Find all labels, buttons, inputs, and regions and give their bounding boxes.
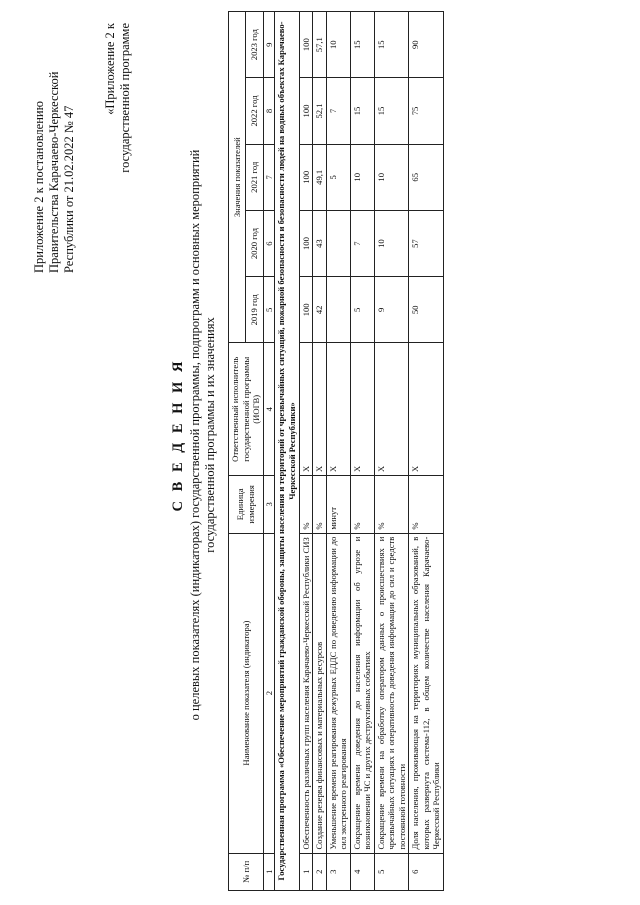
appendix-line: государственной программе (118, 23, 132, 173)
column-number: 8 (263, 78, 274, 144)
column-number: 2 (263, 533, 274, 853)
program-title-row (274, 12, 299, 891)
value-2019 (326, 277, 350, 343)
value-2023: 15 (350, 12, 374, 78)
column-number: 5 (263, 277, 274, 343)
column-number: 7 (263, 144, 274, 210)
value-2019: 50 (409, 277, 444, 343)
value-2020: 43 (313, 210, 327, 276)
decree-line: Правительства Карачаево-Черкесской (47, 71, 61, 273)
decree-line: Республики от 21.02.2022 № 47 (62, 105, 76, 273)
value-2021: 5 (326, 144, 350, 210)
value-2020: 7 (350, 210, 374, 276)
value-2019: 42 (313, 277, 327, 343)
value-2020 (326, 210, 350, 276)
col-unit-header: Единица измерения (229, 476, 264, 534)
year-header: 2023 год (246, 12, 263, 78)
appendix-line: «Приложение 2 к (103, 23, 117, 115)
unit-cell: % (313, 476, 327, 534)
title-main: С В Е Д Е Н И Я (170, 358, 186, 512)
title-sub-line1: о целевых показателях (индикаторах) государственной программы, подпрограмм и основных мероприятий (188, 149, 202, 721)
year-header: 2019 год (246, 277, 263, 343)
value-2022: 100 (299, 78, 313, 144)
unit-cell: % (350, 476, 374, 534)
value-2019: 5 (350, 277, 374, 343)
value-2019: 9 (374, 277, 409, 343)
document-title (168, 35, 218, 835)
column-number: 1 (263, 853, 274, 890)
unit-cell: % (374, 476, 409, 534)
year-header: 2021 год (246, 144, 263, 210)
column-number: 6 (263, 210, 274, 276)
table-row (313, 12, 327, 891)
indicator-name: Уменьшение времени реагирования дежурных ЕДДС по доведению информации до сил экстренного реагирования (326, 533, 350, 853)
row-num: 4 (350, 853, 374, 890)
decree-header (32, 23, 133, 273)
responsible-cell: Х (409, 343, 444, 476)
value-2022: 52,1 (313, 78, 327, 144)
responsible-cell: Х (374, 343, 409, 476)
col-num-header: № п/п (229, 853, 264, 890)
value-2021: 10 (350, 144, 374, 210)
row-num: 6 (409, 853, 444, 890)
value-2023: 15 (374, 12, 409, 78)
unit-cell: % (299, 476, 313, 534)
column-number-row (263, 12, 274, 891)
indicator-name: Сокращение времени на обработку оператором данных о происшествиях и чрезвычайных ситуациях и оперативность доведения информации до сил и средств постоянной готовности (374, 533, 409, 853)
indicator-name: Обеспеченность различных групп населения Карачаево-Черкесской Республики СИЗ (299, 533, 313, 853)
value-2019: 100 (299, 277, 313, 343)
value-2023: 100 (299, 12, 313, 78)
responsible-cell: Х (313, 343, 327, 476)
indicator-name: Сокращение времени доведения до населения информации об угрозе и возникновении ЧС и других деструктивных событиях (350, 533, 374, 853)
value-2020: 100 (299, 210, 313, 276)
table-row (409, 12, 444, 891)
value-2022: 15 (350, 78, 374, 144)
table-row (350, 12, 374, 891)
appendix-note (103, 23, 133, 273)
column-number: 9 (263, 12, 274, 78)
value-2020: 57 (409, 210, 444, 276)
value-2023: 57,1 (313, 12, 327, 78)
row-num: 5 (374, 853, 409, 890)
responsible-cell: Х (350, 343, 374, 476)
indicator-name: Создание резерва финансовых и материальных ресурсов (313, 533, 327, 853)
value-2022: 75 (409, 78, 444, 144)
column-number: 4 (263, 343, 274, 476)
table-row (299, 12, 313, 891)
indicator-name: Доля населения, проживающая на территориях муниципальных образований, в которых развернута система-112, в общем количестве населения Карачаево-Черкесской Республики (409, 533, 444, 853)
unit-cell: минут (326, 476, 350, 534)
title-sub-line2: государственной программы и их значениях (203, 317, 217, 553)
values-group-header: Значения показателей (229, 12, 246, 343)
value-2021: 65 (409, 144, 444, 210)
program-title: Государственная программа «Обеспечение мероприятий гражданской обороны, защиты населения и территорий от чрезвычайных ситуаций, пожарной безопасности и безопасности людей на водных объектах Карачаево-Черкесской Республики» (274, 12, 299, 891)
decree-line: Приложение 2 к постановлению (32, 101, 46, 273)
table-row (326, 12, 350, 891)
value-2021: 100 (299, 144, 313, 210)
year-header: 2020 год (246, 210, 263, 276)
responsible-cell: Х (299, 343, 313, 476)
value-2023: 90 (409, 12, 444, 78)
header-row (229, 12, 246, 891)
responsible-cell: Х (326, 343, 350, 476)
column-number: 3 (263, 476, 274, 534)
value-2022: 7 (326, 78, 350, 144)
year-header: 2022 год (246, 78, 263, 144)
table-row (374, 12, 409, 891)
value-2021: 10 (374, 144, 409, 210)
value-2023: 10 (326, 12, 350, 78)
unit-cell: % (409, 476, 444, 534)
indicators-table (228, 11, 444, 891)
col-resp-header: Ответственный исполнитель государственной программы (ИОГВ) (229, 343, 264, 476)
value-2021: 49,1 (313, 144, 327, 210)
row-num: 2 (313, 853, 327, 890)
row-num: 1 (299, 853, 313, 890)
row-num: 3 (326, 853, 350, 890)
col-name-header: Наименование показателя (индикатора) (229, 533, 264, 853)
value-2020: 10 (374, 210, 409, 276)
value-2022: 15 (374, 78, 409, 144)
